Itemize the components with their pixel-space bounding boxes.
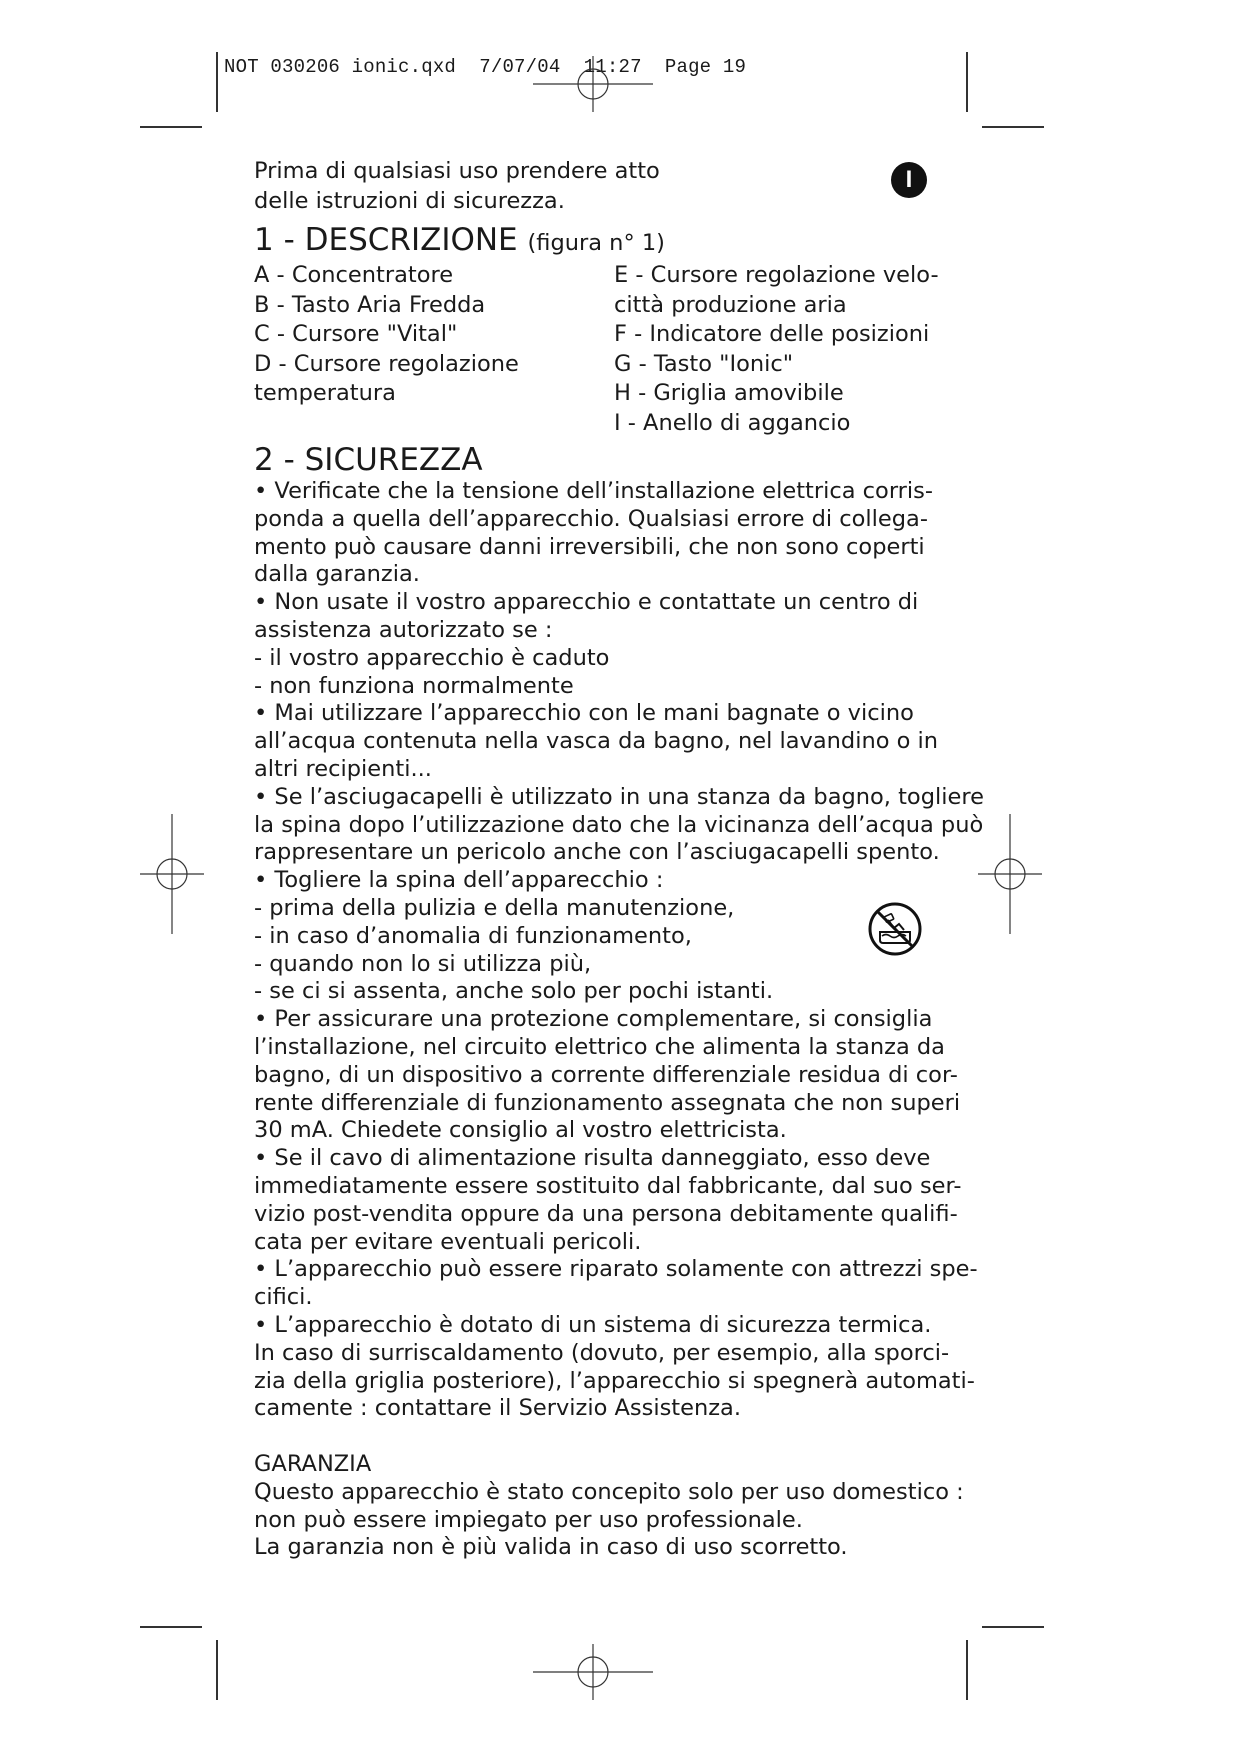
registration-mark-icon (978, 814, 1042, 934)
parts-list-left (254, 261, 614, 438)
registration-mark-icon (140, 814, 204, 934)
text-line: • Mai utilizzare l’apparecchio con le mani bagnate o vicino (254, 700, 914, 727)
text-line: non può essere impiegato per uso professionale. (254, 1506, 803, 1533)
intro-line: delle istruzioni di sicurezza. (254, 188, 565, 214)
list-item: C - Cursore "Vital" (254, 321, 458, 347)
text-line: immediatamente essere sostituito dal fabbricante, dal suo ser- (254, 1172, 962, 1199)
intro-text (254, 156, 984, 216)
parts-list (254, 261, 984, 438)
list-item: E - Cursore regolazione velo- (614, 262, 939, 288)
text-line: la spina dopo l’utilizzazione dato che la vicinanza dell’acqua può (254, 811, 984, 838)
text-line: ponda a quella dell’apparecchio. Qualsiasi errore di collega- (254, 505, 928, 532)
text-line: - il vostro apparecchio è caduto (254, 644, 610, 671)
text-line: zia della griglia posteriore), l’apparecchio si spegnerà automati- (254, 1367, 975, 1394)
text-line: • Togliere la spina dell’apparecchio : (254, 867, 664, 894)
language-badge: I (891, 162, 927, 198)
text-line: • L’apparecchio può essere riparato solamente con attrezzi spe- (254, 1256, 978, 1283)
text-line: all’acqua contenuta nella vasca da bagno, nel lavandino o in (254, 728, 939, 755)
text-line: rente differenziale di funzionamento assegnata che non superi (254, 1089, 961, 1116)
text-line: cata per evitare eventuali pericoli. (254, 1228, 642, 1255)
text-line: • Verificate che la tensione dell’installazione elettrica corris- (254, 478, 934, 504)
crop-mark (982, 1626, 1044, 1628)
list-item: B - Tasto Aria Fredda (254, 291, 486, 318)
text-line: - se ci si assenta, anche solo per pochi istanti. (254, 978, 774, 1005)
text-line: vizio post-vendita oppure da una persona debitamente qualifi- (254, 1200, 958, 1227)
text-line: mento può causare danni irreversibili, che non sono coperti (254, 533, 925, 560)
list-item: città produzione aria (614, 291, 847, 318)
list-item: F - Indicatore delle posizioni (614, 321, 930, 347)
text-line: rappresentare un pericolo anche con l’asciugacapelli spento. (254, 839, 940, 866)
text-line: - quando non lo si utilizza più, (254, 950, 592, 977)
text-line: bagno, di un dispositivo a corrente differenziale residua di cor- (254, 1061, 958, 1088)
crop-mark (216, 52, 218, 112)
page-content (254, 156, 984, 1562)
warranty-text (254, 1451, 984, 1562)
no-water-bath-icon (866, 900, 924, 958)
text-line: camente : contattare il Servizio Assistenza. (254, 1395, 741, 1422)
list-item: I - Anello di aggancio (614, 409, 851, 436)
spacer (254, 1423, 984, 1451)
list-item: D - Cursore regolazione (254, 350, 519, 377)
text-line: dalla garanzia. (254, 561, 420, 588)
crop-mark (966, 1640, 968, 1700)
section-title-text: 1 - DESCRIZIONE (254, 222, 518, 258)
text-line: cifici. (254, 1284, 313, 1311)
text-line: assistenza autorizzato se : (254, 616, 553, 643)
print-slug: NOT 030206 ionic.qxd 7/07/04 11:27 Page 19 (224, 56, 747, 78)
section-subtitle: (figura n° 1) (527, 230, 665, 256)
text-line: • Per assicurare una protezione complementare, si consiglia (254, 1006, 933, 1033)
text-line: 30 mA. Chiedete consiglio al vostro elettricista. (254, 1117, 787, 1144)
text-line: - in caso d’anomalia di funzionamento, (254, 922, 692, 949)
text-line: • Se l’asciugacapelli è utilizzato in una stanza da bagno, togliere (254, 783, 984, 810)
text-line: - prima della pulizia e della manutenzione, (254, 894, 735, 921)
intro-line: Prima di qualsiasi uso prendere atto (254, 158, 660, 184)
text-line: l’installazione, nel circuito elettrico che alimenta la stanza da (254, 1033, 945, 1060)
list-item: A - Concentratore (254, 262, 454, 288)
crop-mark (966, 52, 968, 112)
crop-mark (140, 126, 202, 128)
text-line: La garanzia non è più valida in caso di uso scorretto. (254, 1534, 848, 1561)
text-line: Questo apparecchio è stato concepito solo per uso domestico : (254, 1478, 964, 1505)
list-item: H - Griglia amovibile (614, 380, 844, 406)
registration-mark-icon (533, 56, 653, 116)
crop-mark (216, 1640, 218, 1700)
text-line: - non funziona normalmente (254, 672, 574, 699)
text-line: In caso di surriscaldamento (dovuto, per esempio, alla sporci- (254, 1339, 950, 1366)
text-line: • L’apparecchio è dotato di un sistema di sicurezza termica. (254, 1311, 932, 1338)
text-line: • Non usate il vostro apparecchio e contattate un centro di (254, 589, 919, 616)
section-title-safety: 2 - SICUREZZA (254, 442, 483, 478)
text-line: • Se il cavo di alimentazione risulta danneggiato, esso deve (254, 1145, 931, 1172)
text-line: altri recipienti... (254, 755, 432, 782)
list-item: temperatura (254, 380, 396, 406)
crop-mark (140, 1626, 202, 1628)
section-title-description (254, 222, 984, 261)
list-item: G - Tasto "Ionic" (614, 350, 794, 377)
parts-list-right (614, 261, 984, 438)
registration-mark-icon (533, 1640, 653, 1700)
warranty-title: GARANZIA (254, 1451, 372, 1478)
crop-mark (982, 126, 1044, 128)
